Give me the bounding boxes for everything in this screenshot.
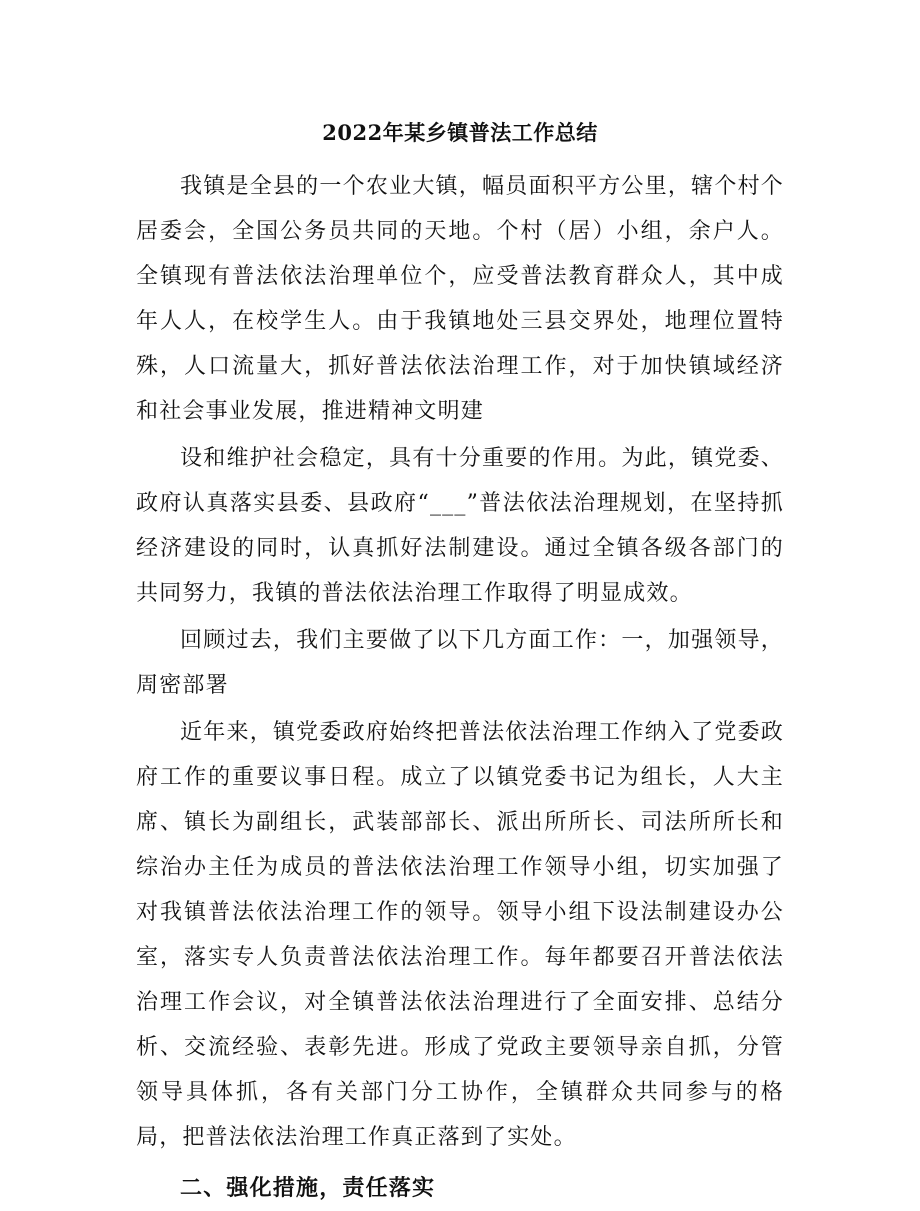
section-heading: 二、强化措施，责任落实: [180, 1175, 436, 1201]
paragraph-leadership: 近年来，镇党委政府始终把普法依法治理工作纳入了党委政府工作的重要议事日程。成立了以镇党委书记为组长，人大主席、镇长为副组长，武装部部长、派出所所长、司法所所长和综治办主任为成员的普法依法治理工作领导小组，切实加强了对我镇普法依法治理工作的领导。领导小组下设法制建设办公室，落实专人负责普法依法治理工作。每年都要召开普法依法治理工作会议，对全镇普法依法治理进行了全面安排、总结分析、交流经验、表彰先进。形成了党政主要领导亲自抓，分管领导具体抓，各有关部门分工协作，全镇群众共同参与的格局，把普法依法治理工作真正落到了实处。: [136, 720, 784, 1150]
document-body: [136, 164, 784, 1211]
document-title: 2022年某乡镇普法工作总结: [322, 120, 598, 145]
paragraph-intro: 我镇是全县的一个农业大镇，幅员面积平方公里，辖个村个居委会，全国公务员共同的天地。个村（居）小组，余户人。全镇现有普法依法治理单位个，应受普法教育群众人，其中成年人人，在校学生人。由于我镇地处三县交界处，地理位置特殊，人口流量大，抓好普法依法治理工作，对于加快镇域经济和社会事业发展，推进精神文明建: [136, 174, 784, 424]
paragraph-review: 回顾过去，我们主要做了以下几方面工作：一，加强领导，周密部署: [136, 628, 784, 698]
paragraph-significance: 设和维护社会稳定，具有十分重要的作用。为此，镇党委、政府认真落实县委、县政府“___”普法依法治理规划，在坚持抓经济建设的同时，认真抓好法制建设。通过全镇各级各部门的共同努力，我镇的普法依法治理工作取得了明显成效。: [136, 446, 784, 606]
